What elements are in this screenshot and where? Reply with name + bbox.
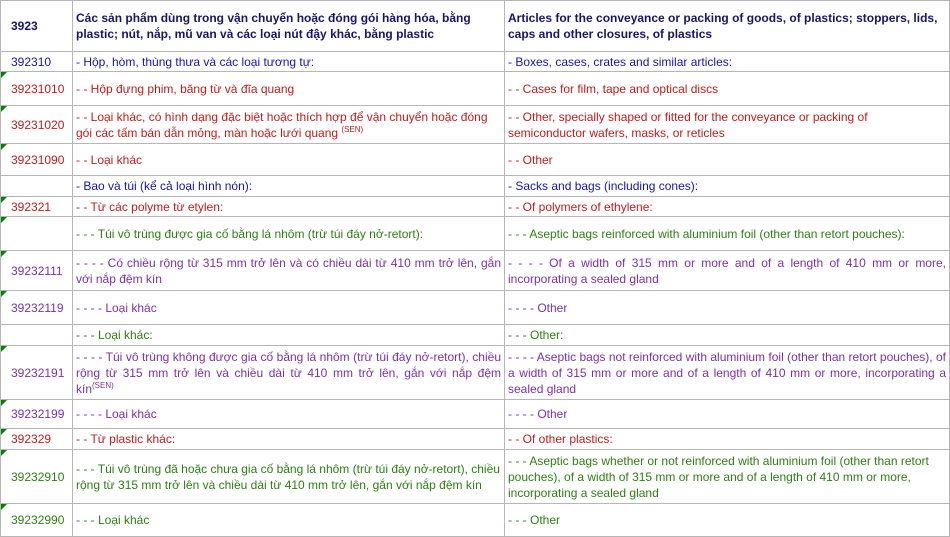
description-text: - - - - Túi vô trùng không được gia cố bằng lá nhôm (trừ túi đáy nở-retort), chiều rộng từ 315 mm trở lên và chiều dài từ 410 mm trở lên, gắn với nắp đệm kín (76, 349, 501, 396)
vietnamese-description: - - Từ các polyme từ etylen: (73, 197, 505, 217)
vietnamese-description: - - - - Loại khác (73, 291, 505, 325)
english-description: - Boxes, cases, crates and similar articles: (505, 52, 950, 72)
table-row (1, 346, 950, 400)
vietnamese-description: - - - - Loại khác (73, 400, 505, 429)
vietnamese-description: - - - Loại khác: (73, 325, 505, 346)
table-row (1, 176, 950, 197)
vietnamese-description (73, 106, 505, 144)
table-row (1, 291, 950, 325)
english-description: - - - - Aseptic bags not reinforced with aluminium foil (other than retort pouches), of a width of 315 mm or more and of a length of 410 mm or more, incorporating a sealed gland (505, 346, 950, 400)
table-row (1, 504, 950, 537)
table-row (1, 197, 950, 217)
table-row (1, 429, 950, 450)
english-description: - - - Other (505, 504, 950, 537)
english-description: - - - - Of a width of 315 mm or more and of a length of 410 mm or more, incorporating a sealed gland (505, 251, 950, 291)
table-row (1, 52, 950, 72)
vietnamese-description (73, 346, 505, 400)
table-row (1, 144, 950, 176)
hs-code (1, 176, 73, 197)
english-description: - - Of other plastics: (505, 429, 950, 450)
english-description: - - Other, specially shaped or fitted for the conveyance or packing of semiconductor wafers, masks, or reticles (505, 106, 950, 144)
table-row (1, 450, 950, 504)
english-description: - - Of polymers of ethylene: (505, 197, 950, 217)
vietnamese-description: - - - Túi vô trùng được gia cố bằng lá nhôm (trừ túi đáy nở-retort): (73, 217, 505, 251)
hs-code (1, 325, 73, 346)
hs-code: 39232199 (1, 400, 73, 429)
header-vietnamese-description: Các sản phẩm dùng trong vận chuyển hoặc đóng gói hàng hóa, bằng plastic; nút, nắp, mũ van và các loại nút đậy khác, bằng plastic (73, 1, 505, 52)
english-description: - - - Aseptic bags whether or not reinforced with aluminium foil (other than retort pouches), of a width of 315 mm or more and of a length of 410 mm or more, incorporating a sealed gland (505, 450, 950, 504)
hs-code: 39231090 (1, 144, 73, 176)
hs-code: 392321 (1, 197, 73, 217)
hs-code: 39232910 (1, 450, 73, 504)
hs-code: 39232191 (1, 346, 73, 400)
hs-code: 39232990 (1, 504, 73, 537)
table-row (1, 325, 950, 346)
vietnamese-description: - Hộp, hòm, thùng thưa và các loại tương tự: (73, 52, 505, 72)
vietnamese-description: - - Loại khác (73, 144, 505, 176)
english-description: - - Cases for film, tape and optical discs (505, 72, 950, 106)
header-row (1, 1, 950, 52)
english-description: - Sacks and bags (including cones): (505, 176, 950, 197)
english-description: - - - - Other (505, 291, 950, 325)
vietnamese-description: - Bao và túi (kể cả loại hình nón): (73, 176, 505, 197)
english-description: - - - - Other (505, 400, 950, 429)
table-row (1, 72, 950, 106)
hs-code: 39232119 (1, 291, 73, 325)
hs-code: 39232111 (1, 251, 73, 291)
hs-code: 392310 (1, 52, 73, 72)
vietnamese-description: - - Từ plastic khác: (73, 429, 505, 450)
header-code: 3923 (1, 1, 73, 52)
table-row (1, 251, 950, 291)
description-text: - - Loại khác, có hình dạng đặc biệt hoặc thích hợp để vận chuyển hoặc đóng gói các tấm bán dẫn mỏng, màn hoặc lưới quang (76, 109, 488, 140)
english-description: - - - Aseptic bags reinforced with aluminium foil (other than retort pouches): (505, 217, 950, 251)
table-row (1, 106, 950, 144)
hs-code (1, 217, 73, 251)
hs-code: 39231020 (1, 106, 73, 144)
vietnamese-description: - - - Loại khác (73, 504, 505, 537)
english-description: - - - Other: (505, 325, 950, 346)
vietnamese-description: - - - Túi vô trùng đã hoặc chưa gia cố bằng lá nhôm (trừ túi đáy nở-retort), chiều rộng từ 315 mm trở lên và chiều dài từ 410 mm trở lên, gắn với nắp đệm kín (73, 450, 505, 504)
table-row (1, 400, 950, 429)
table-row (1, 217, 950, 251)
sen-superscript: (SEN) (341, 124, 364, 134)
hs-code: 392329 (1, 429, 73, 450)
sen-superscript: (SEN) (92, 380, 114, 390)
header-english-description: Articles for the conveyance or packing of goods, of plastics; stoppers, lids, caps and other closures, of plastics (505, 1, 950, 52)
vietnamese-description: - - - - Có chiều rộng từ 315 mm trở lên và có chiều dài từ 410 mm trở lên, gắn với nắp đệm kín (73, 251, 505, 291)
english-description: - - Other (505, 144, 950, 176)
hs-code: 39231010 (1, 72, 73, 106)
vietnamese-description: - - Hộp đựng phim, băng từ và đĩa quang (73, 72, 505, 106)
